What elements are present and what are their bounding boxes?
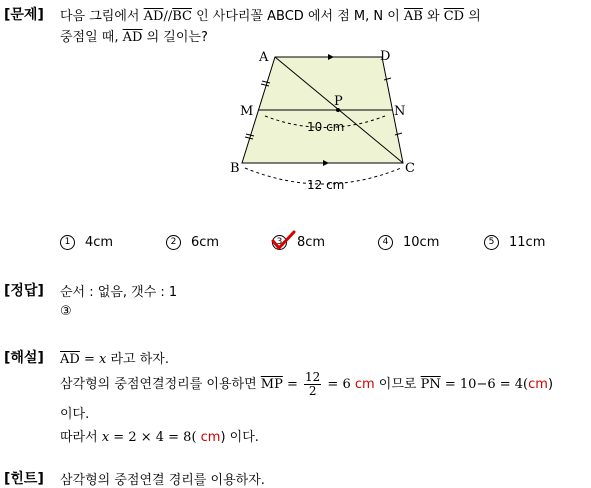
explanation-text-1: 라고 하자.: [106, 352, 169, 367]
problem-text-2: 인 사다리꼴 ABCD 에서 점 M, N 이: [191, 9, 404, 24]
choice-label-2: 6cm: [191, 235, 220, 250]
label-mn-length: 10 cm: [307, 120, 345, 134]
explanation-text-3: 이므로: [374, 377, 421, 392]
calculation: = 2 × 4 = 8(: [109, 430, 201, 445]
unit-cm-1: cm: [354, 377, 375, 392]
segment-cd: $\overline{CD}$: [443, 9, 465, 24]
segment-bc: $\overline{BC}$: [172, 9, 192, 24]
choice-1[interactable]: [60, 235, 113, 250]
segment-ad-3: $\overline{AD}$: [60, 352, 80, 367]
answer-tag: [정답]: [4, 283, 44, 299]
label-n: N: [394, 104, 406, 119]
equals-3: = 6: [323, 377, 355, 392]
hint-text: 삼각형의 중점연결 경리를 이용하자.: [60, 473, 265, 488]
segment-ab: $\overline{AB}$: [403, 9, 423, 24]
choice-4[interactable]: [378, 235, 439, 250]
segment-mp: $\overline{MP}$: [260, 377, 283, 392]
choice-label-4: 10cm: [403, 235, 440, 250]
problem-text-1: 다음 그림에서: [60, 9, 144, 24]
answer-value: ③: [60, 304, 72, 319]
fraction-12-2: [304, 371, 321, 398]
choice-number-3: 3: [272, 235, 287, 250]
label-bc-length: 12 cm: [307, 178, 345, 192]
problem-line-2: [60, 26, 208, 45]
explanation-text-2: 삼각형의 중점연결정리를 이용하면: [60, 377, 261, 392]
label-a: A: [259, 50, 269, 65]
close-paren: ): [547, 377, 554, 392]
trapezoid-diagram: [225, 45, 425, 195]
variable-x-2: x: [101, 430, 110, 445]
explanation-text-5: ) 이다.: [220, 430, 259, 445]
segment-ad-2: $\overline{AD}$: [122, 30, 143, 45]
choice-number-2: 2: [166, 235, 181, 250]
hint-tag: [힌트]: [4, 471, 44, 487]
problem-line-1: [60, 5, 481, 24]
explanation-text-4: 따라서: [60, 430, 102, 445]
choice-number-5: 5: [484, 235, 499, 250]
segment-pn: $\overline{PN}$: [420, 377, 441, 392]
explanation-line-2: [60, 371, 553, 398]
choice-number-4: 4: [378, 235, 393, 250]
equals-2: =: [282, 377, 303, 392]
explanation-line-4: [60, 426, 259, 445]
label-p: P: [334, 94, 343, 109]
problem-text-5: 중점일 때,: [60, 30, 123, 45]
equals-4: = 10−6 = 4(: [440, 377, 529, 392]
problem-text-6: 의 길이는?: [142, 30, 208, 45]
label-b: B: [230, 161, 240, 176]
checkmark-icon: [270, 229, 296, 251]
explanation-line-1: [60, 348, 169, 367]
explanation-line-3: 이다.: [60, 407, 90, 422]
choice-2[interactable]: [166, 235, 219, 250]
unit-cm-3: cm: [200, 430, 221, 445]
segment-ad: $\overline{AD}$: [143, 9, 164, 24]
problem-text-4: 의: [464, 9, 481, 24]
label-c: C: [405, 161, 415, 176]
answer-line-1: 순서 : 없음, 갯수 : 1: [60, 285, 178, 300]
unit-cm-2: cm: [528, 377, 548, 392]
choice-label-5: 11cm: [509, 235, 546, 250]
problem-tag: [문제]: [4, 7, 44, 23]
choice-label-1: 4cm: [85, 235, 114, 250]
label-m: M: [240, 104, 254, 119]
parallel-symbol: //: [163, 9, 173, 24]
fraction-numerator: 12: [305, 370, 321, 384]
explanation-tag: [해설]: [4, 350, 44, 366]
fraction-denominator: 2: [308, 384, 317, 398]
variable-x-1: x: [98, 352, 107, 367]
choice-label-3: 8cm: [297, 235, 326, 250]
equals-1: =: [79, 352, 99, 367]
choice-number-1: 1: [60, 235, 75, 250]
choice-5[interactable]: [484, 235, 545, 250]
problem-text-3: 와: [422, 9, 444, 24]
label-d: D: [380, 49, 391, 64]
